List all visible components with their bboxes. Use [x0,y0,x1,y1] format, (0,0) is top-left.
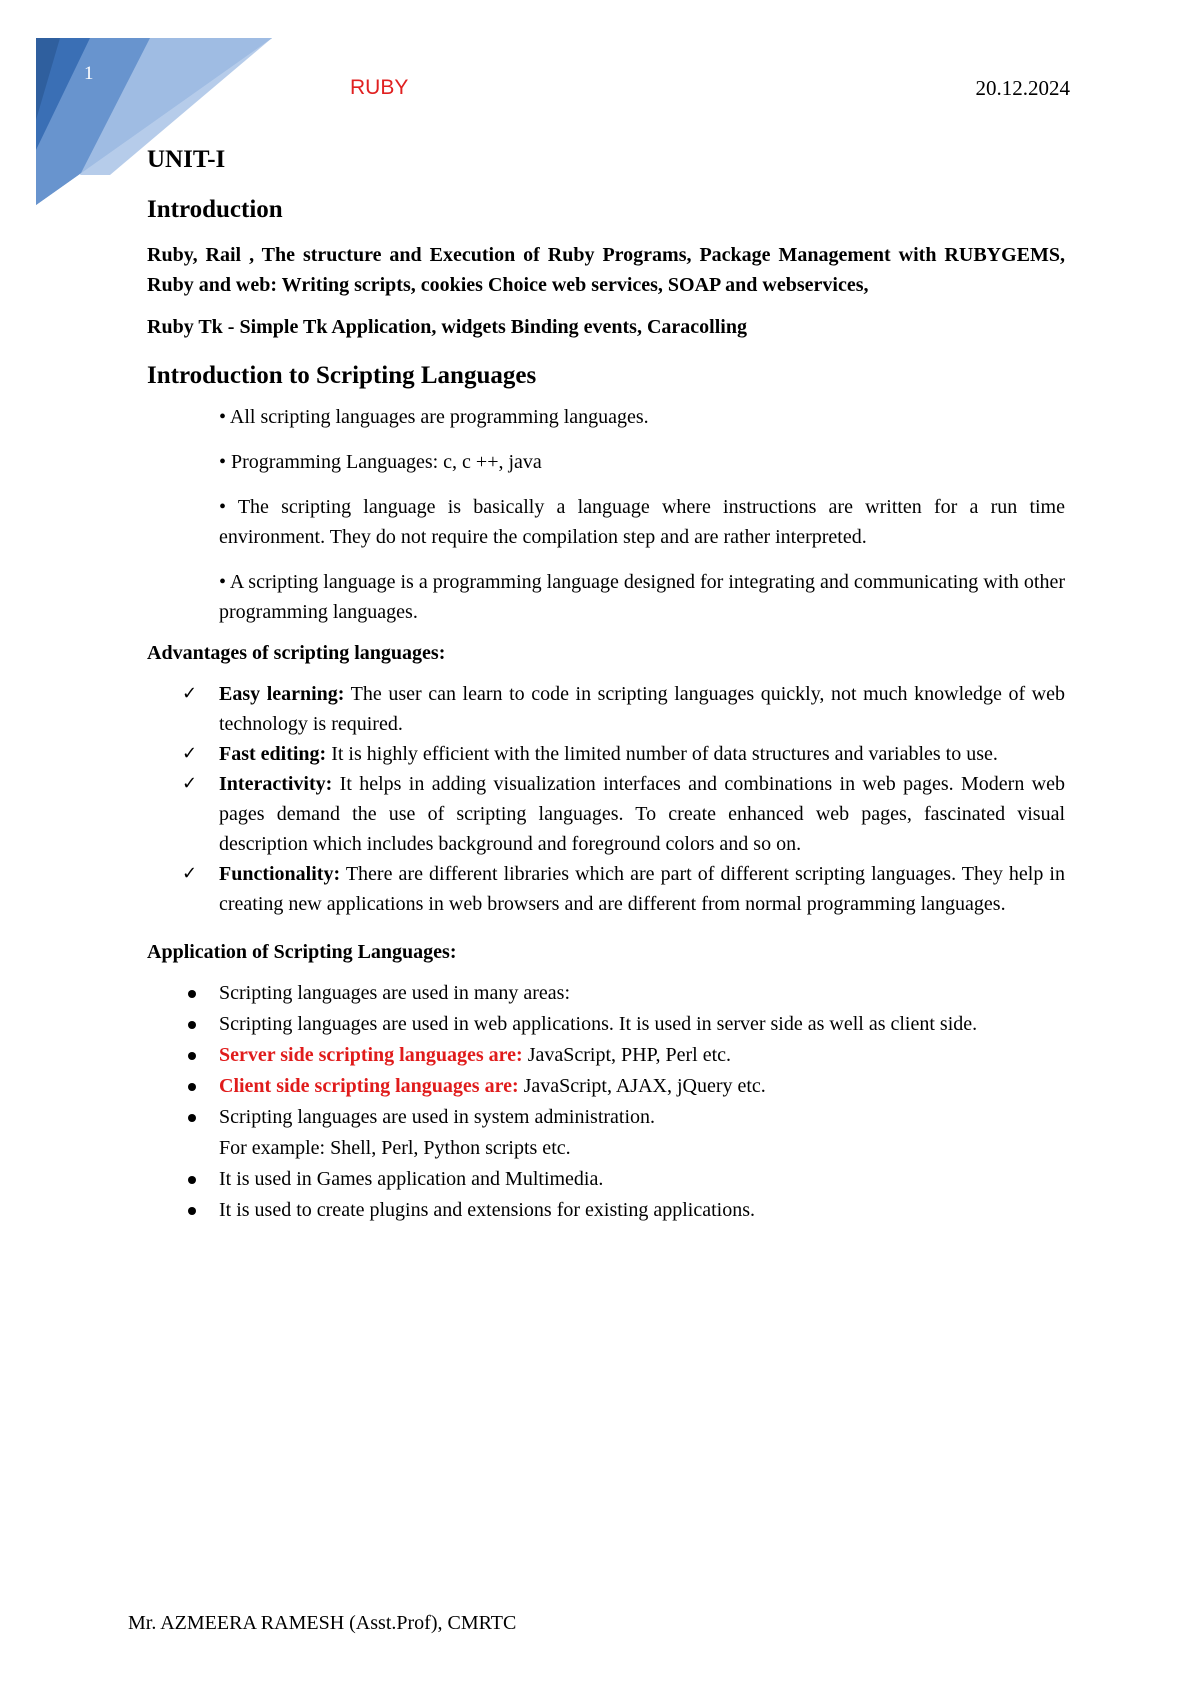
list-item [182,679,1065,739]
list-item [182,859,1065,919]
bullet-icon [188,1207,196,1215]
bullet-icon [188,1114,196,1122]
introduction-heading: Introduction [147,196,283,223]
advantage-term: Functionality: [219,863,341,885]
list-item [182,978,1065,1009]
list-item [182,739,1065,769]
header-title: RUBY [350,76,409,99]
advantages-list [182,679,1065,919]
application-red-label: Client side scripting languages are: [219,1075,519,1097]
list-item: • Programming Languages: c, c ++, java [219,451,542,473]
unit-heading: UNIT-I [147,146,226,173]
advantage-term: Easy learning: [219,683,345,705]
document-body [147,140,1065,1226]
topics-paragraph: Ruby, Rail , The structure and Execution of Ruby Programs, Package Management with RUBYGEMS, Ruby and web: Writing scripts, cookies Choice web services, SOAP and webservices, [147,244,1065,296]
applications-list [182,978,1065,1226]
list-item: • The scripting language is basically a language where instructions are written for a run time environment. They do not require the compilation step and are rather interpreted. [219,496,1065,548]
list-item [182,1195,1065,1226]
list-item [182,1040,1065,1071]
application-text: JavaScript, PHP, Perl etc. [522,1044,731,1066]
application-text: Scripting languages are used in system administration. [219,1106,656,1128]
list-item: • A scripting language is a programming language designed for integrating and communicating with other programming languages. [219,571,1065,623]
scripting-heading: Introduction to Scripting Languages [147,362,537,389]
application-text: Scripting languages are used in many areas: [219,982,570,1004]
application-text: JavaScript, AJAX, jQuery etc. [518,1075,766,1097]
page-number: 1 [84,63,94,84]
advantage-term: Fast editing: [219,743,327,765]
application-text: Scripting languages are used in web applications. It is used in server side as well as client side. [219,1013,978,1035]
checkmark-icon: ✓ [182,773,198,794]
footer-author: Mr. AZMEERA RAMESH (Asst.Prof), CMRTC [128,1612,517,1634]
application-text: It is used to create plugins and extensions for existing applications. [219,1199,755,1221]
checkmark-icon: ✓ [182,743,198,764]
checkmark-icon: ✓ [182,863,198,884]
advantage-text: It is highly efficient with the limited number of data structures and variables to use. [326,743,998,765]
bullet-icon [188,990,196,998]
advantage-text: The user can learn to code in scripting languages quickly, not much knowledge of web technology is required. [219,683,1065,735]
bullet-icon [188,1021,196,1029]
advantage-term: Interactivity: [219,773,333,795]
applications-heading: Application of Scripting Languages: [147,941,457,963]
application-text: For example: Shell, Perl, Python scripts etc. [219,1137,571,1159]
list-item: • All scripting languages are programming languages. [219,406,649,428]
application-text: It is used in Games application and Multimedia. [219,1168,604,1190]
topics-paragraph: Ruby Tk - Simple Tk Application, widgets Binding events, Caracolling [147,316,747,338]
header-date: 20.12.2024 [975,76,1070,100]
checkmark-icon: ✓ [182,683,198,704]
advantages-heading: Advantages of scripting languages: [147,642,446,664]
list-item [182,1164,1065,1195]
advantage-text: There are different libraries which are part of different scripting languages. They help in creating new applications in web browsers and are different from normal programming languages. [219,863,1065,915]
list-item [182,769,1065,859]
bullet-icon [188,1052,196,1060]
list-item [182,1071,1065,1102]
scripting-points-list [219,402,1065,627]
bullet-icon [188,1176,196,1184]
bullet-icon [188,1083,196,1091]
list-item [182,1102,1065,1164]
list-item [182,1009,1065,1040]
advantage-text: It helps in adding visualization interfaces and combinations in web pages. Modern web pages demand the use of scripting languages. To create enhanced web pages, fascinated visual description which includes background and foreground colors and so on. [219,773,1065,855]
application-red-label: Server side scripting languages are: [219,1044,523,1066]
